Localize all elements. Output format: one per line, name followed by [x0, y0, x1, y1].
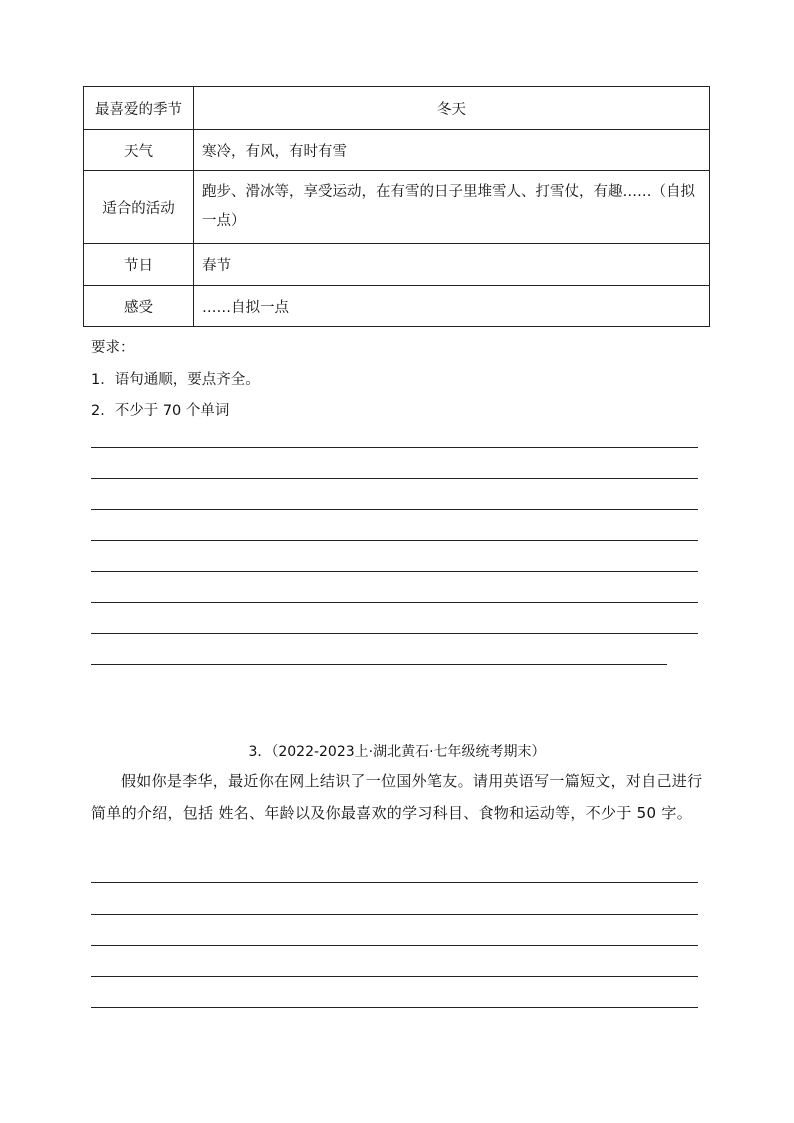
requirements-heading: 要求：: [91, 340, 135, 356]
writing-line[interactable]: [91, 602, 698, 603]
table-row: [84, 87, 710, 130]
writing-line[interactable]: [91, 447, 698, 448]
writing-line[interactable]: [91, 633, 698, 634]
favorite-season-table: [83, 86, 710, 327]
requirement-item: 2．不少于 70 个单词: [91, 403, 230, 419]
row-value-activities: 跑步、滑冰等，享受运动，在有雪的日子里堆雪人、打雪仗，有趣……（自拟一点）: [194, 171, 710, 244]
table-row: [84, 244, 710, 286]
table-header-label: 最喜爱的季节: [84, 87, 194, 130]
row-value-festival: 春节: [194, 244, 710, 286]
table-row: [84, 130, 710, 171]
writing-line[interactable]: [91, 914, 698, 915]
writing-line[interactable]: [91, 1007, 698, 1008]
writing-line[interactable]: [91, 571, 698, 572]
question-3-title: 3．（2022-2023上·湖北黄石·七年级统考期末）: [248, 744, 546, 760]
writing-line[interactable]: [91, 664, 667, 665]
question-3-prompt: 假如你是李华，最近你在网上结识了一位国外笔友。请用英语写一篇短文，对自己进行简单的介绍，包括 姓名、年龄以及你最喜欢的学习科目、食物和运动等，不少于 50 字。: [91, 772, 703, 822]
writing-line[interactable]: [91, 882, 698, 883]
writing-line[interactable]: [91, 478, 698, 479]
table-header-value: 冬天: [194, 87, 710, 130]
row-label-activities: 适合的活动: [84, 171, 194, 244]
row-label-festival: 节日: [84, 244, 194, 286]
row-label-weather: 天气: [84, 130, 194, 171]
table-row: [84, 171, 710, 244]
table-row: [84, 286, 710, 327]
writing-line[interactable]: [91, 945, 698, 946]
writing-line[interactable]: [91, 540, 698, 541]
row-label-feeling: 感受: [84, 286, 194, 327]
row-value-weather: 寒冷，有风，有时有雪: [194, 130, 710, 171]
requirement-item: 1．语句通顺，要点齐全。: [91, 372, 260, 388]
writing-line[interactable]: [91, 976, 698, 977]
writing-line[interactable]: [91, 509, 698, 510]
row-value-feeling: ……自拟一点: [194, 286, 710, 327]
